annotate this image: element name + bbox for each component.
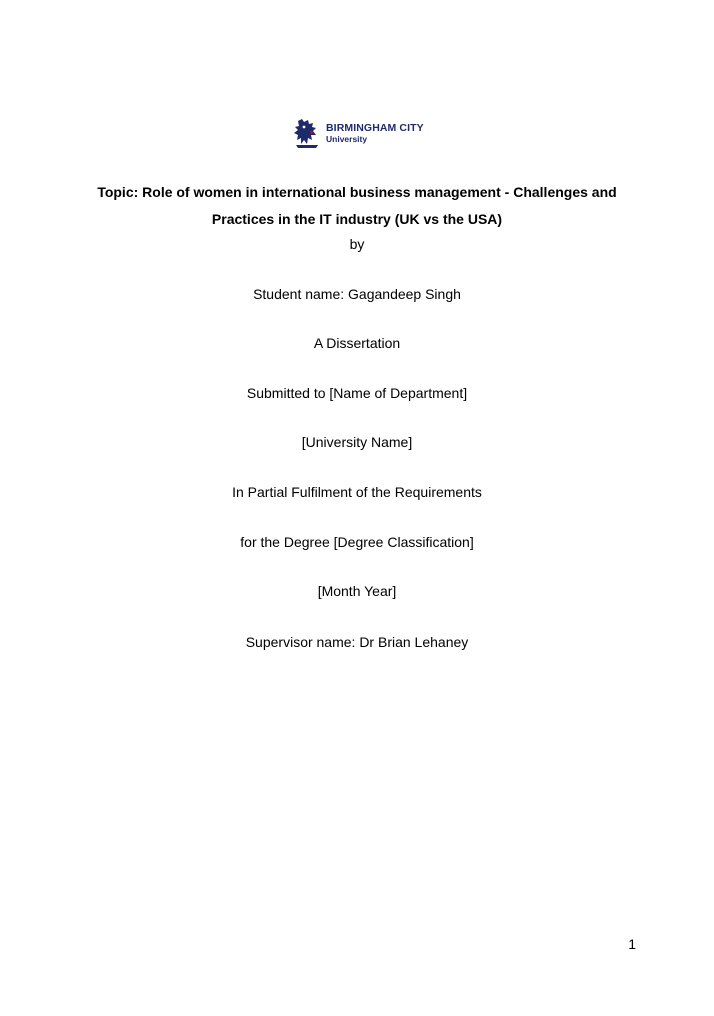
logo-line-2: University	[326, 134, 368, 144]
by-line: by	[349, 236, 365, 252]
logo-line-1: BIRMINGHAM CITY	[326, 121, 424, 134]
title-line-2: Practices in the IT industry (UK vs the USA)	[211, 211, 503, 227]
page-number: 1	[628, 936, 636, 952]
title-line-1: Topic: Role of women in international business management - Challenges and	[97, 184, 617, 200]
university-name: [University Name]	[301, 434, 413, 450]
fulfilment-statement: In Partial Fulfilment of the Requirements	[232, 484, 482, 500]
submitted-to: Submitted to [Name of Department]	[246, 385, 468, 401]
submission-date: [Month Year]	[317, 583, 397, 599]
university-logo	[292, 116, 432, 150]
supervisor-name: Supervisor name: Dr Brian Lehaney	[245, 634, 469, 650]
logo-wordmark	[326, 123, 424, 144]
degree-statement: for the Degree [Degree Classification]	[240, 534, 474, 550]
document-type: A Dissertation	[313, 335, 401, 351]
lion-crest-icon	[292, 117, 322, 149]
student-name: Student name: Gagandeep Singh	[253, 286, 461, 302]
